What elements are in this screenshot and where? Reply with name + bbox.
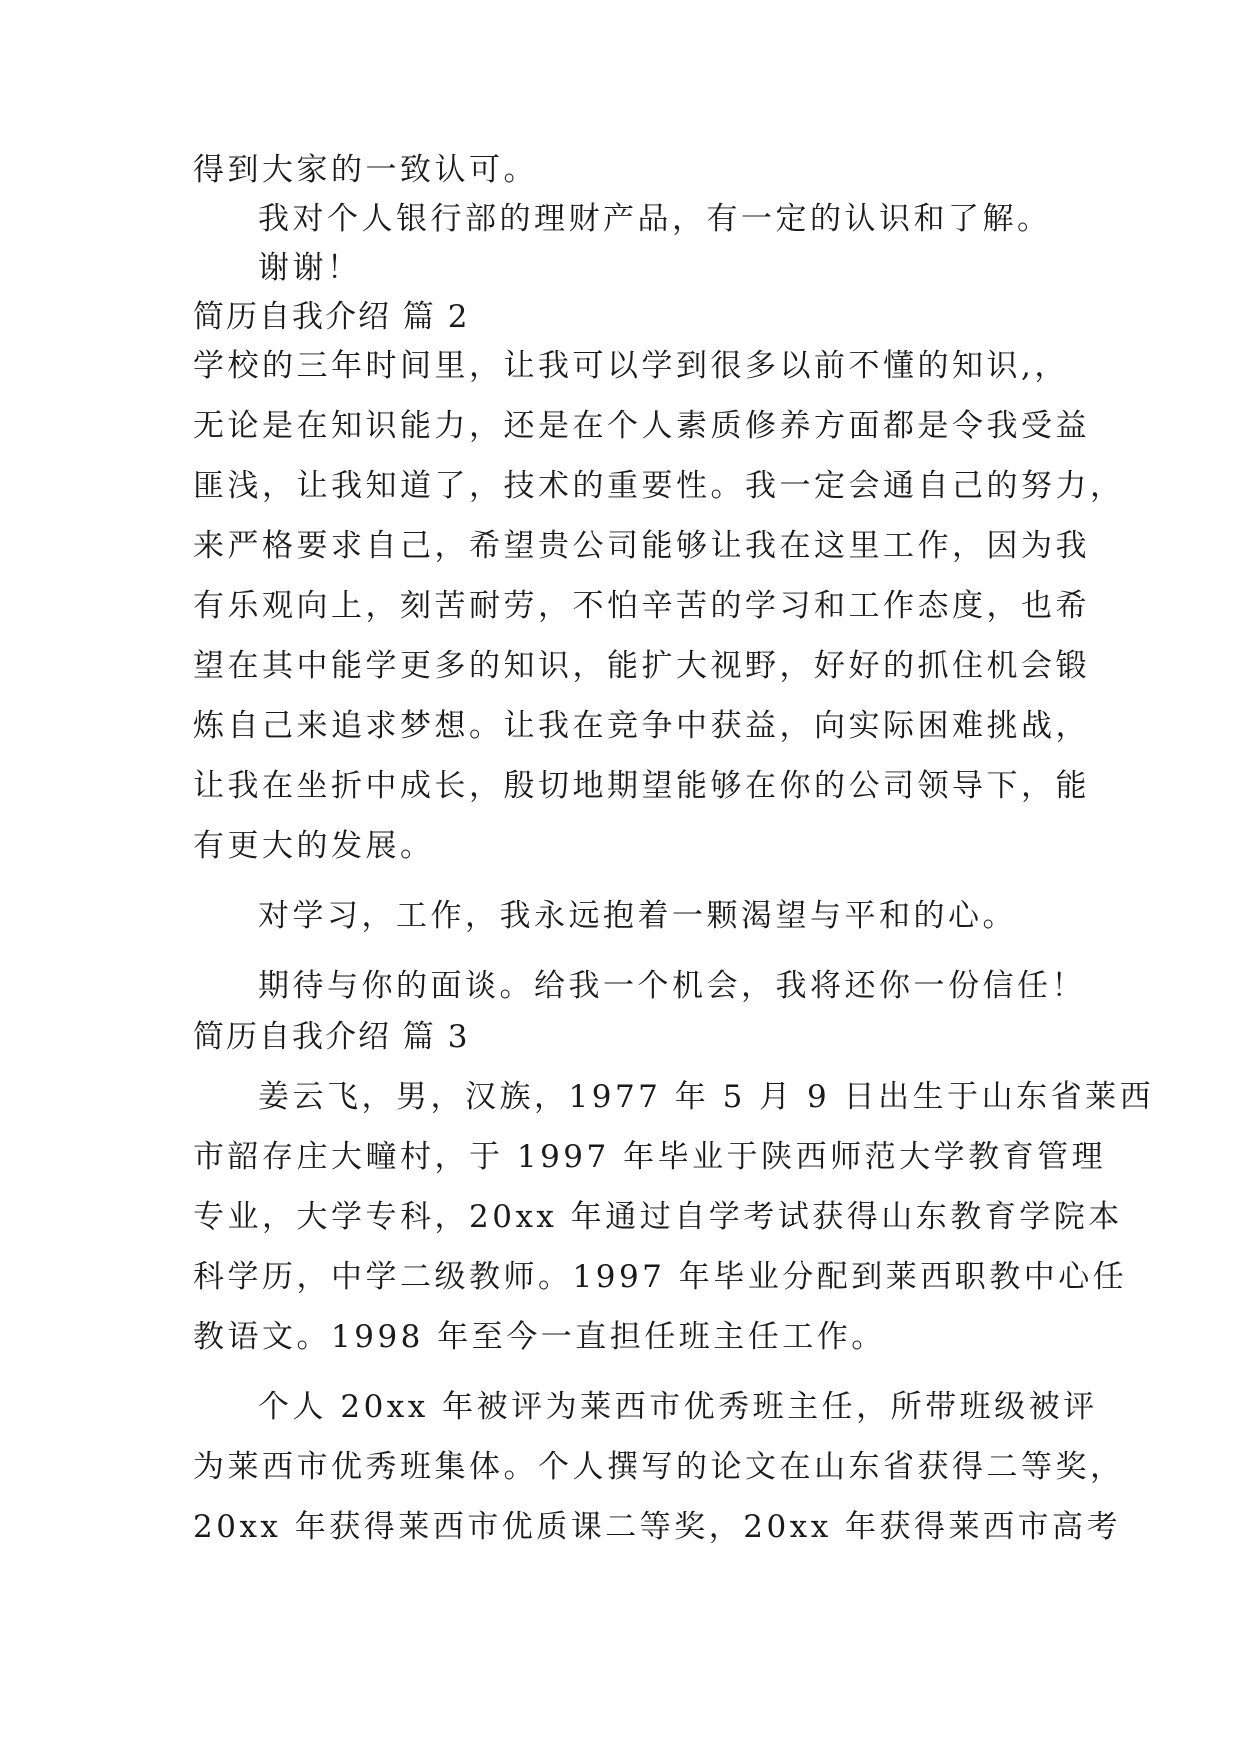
paragraph-line: 姜云飞，男，汉族，1977 年 5 月 9 日出生于山东省莱西 — [258, 1079, 1155, 1115]
paragraph-line: 望在其中能学更多的知识，能扩大视野，好好的抓住机会锻 — [193, 648, 1090, 684]
paragraph-line: 期待与你的面谈。给我一个机会，我将还你一份信任！ — [258, 968, 1086, 1004]
paragraph-line: 得到大家的一致认可。 — [193, 152, 538, 188]
section-heading: 简历自我介绍 篇 3 — [193, 1019, 470, 1055]
paragraph-line: 有更大的发展。 — [193, 828, 435, 864]
paragraph-line: 科学历，中学二级教师。1997 年毕业分配到莱西职教中心任 — [193, 1259, 1128, 1295]
paragraph-line: 炼自己来追求梦想。让我在竞争中获益，向实际困难挑战， — [193, 708, 1090, 744]
paragraph-line: 无论是在知识能力，还是在个人素质修养方面都是令我受益 — [193, 408, 1090, 444]
paragraph-line: 教语文。1998 年至今一直担任班主任工作。 — [193, 1319, 886, 1355]
paragraph-line: 来严格要求自己，希望贵公司能够让我在这里工作，因为我 — [193, 528, 1090, 564]
paragraph-line: 个人 20xx 年被评为莱西市优秀班主任，所带班级被评 — [258, 1389, 1098, 1425]
section-heading: 简历自我介绍 篇 2 — [193, 299, 470, 335]
paragraph-line: 对学习，工作，我永远抱着一颗渴望与平和的心。 — [258, 898, 1017, 934]
paragraph-line: 为莱西市优秀班集体。个人撰写的论文在山东省获得二等奖， — [193, 1449, 1125, 1485]
paragraph-line: 让我在坐折中成长，殷切地期望能够在你的公司领导下，能 — [193, 768, 1090, 804]
paragraph-line: 20xx 年获得莱西市优质课二等奖，20xx 年获得莱西市高考 — [193, 1509, 1122, 1545]
paragraph-line: 谢谢！ — [258, 250, 362, 286]
paragraph-line: 匪浅，让我知道了，技术的重要性。我一定会通自己的努力， — [193, 468, 1125, 504]
paragraph-line: 有乐观向上，刻苦耐劳，不怕辛苦的学习和工作态度，也希 — [193, 588, 1090, 624]
paragraph-line: 学校的三年时间里，让我可以学到很多以前不懂的知识,， — [193, 348, 1069, 384]
paragraph-line: 专业，大学专科，20xx 年通过自学考试获得山东教育学院本 — [193, 1199, 1123, 1235]
paragraph-line: 市韶存庄大疃村，于 1997 年毕业于陕西师范大学教育管理 — [193, 1139, 1107, 1175]
paragraph-line: 我对个人银行部的理财产品，有一定的认识和了解。 — [258, 201, 1052, 237]
